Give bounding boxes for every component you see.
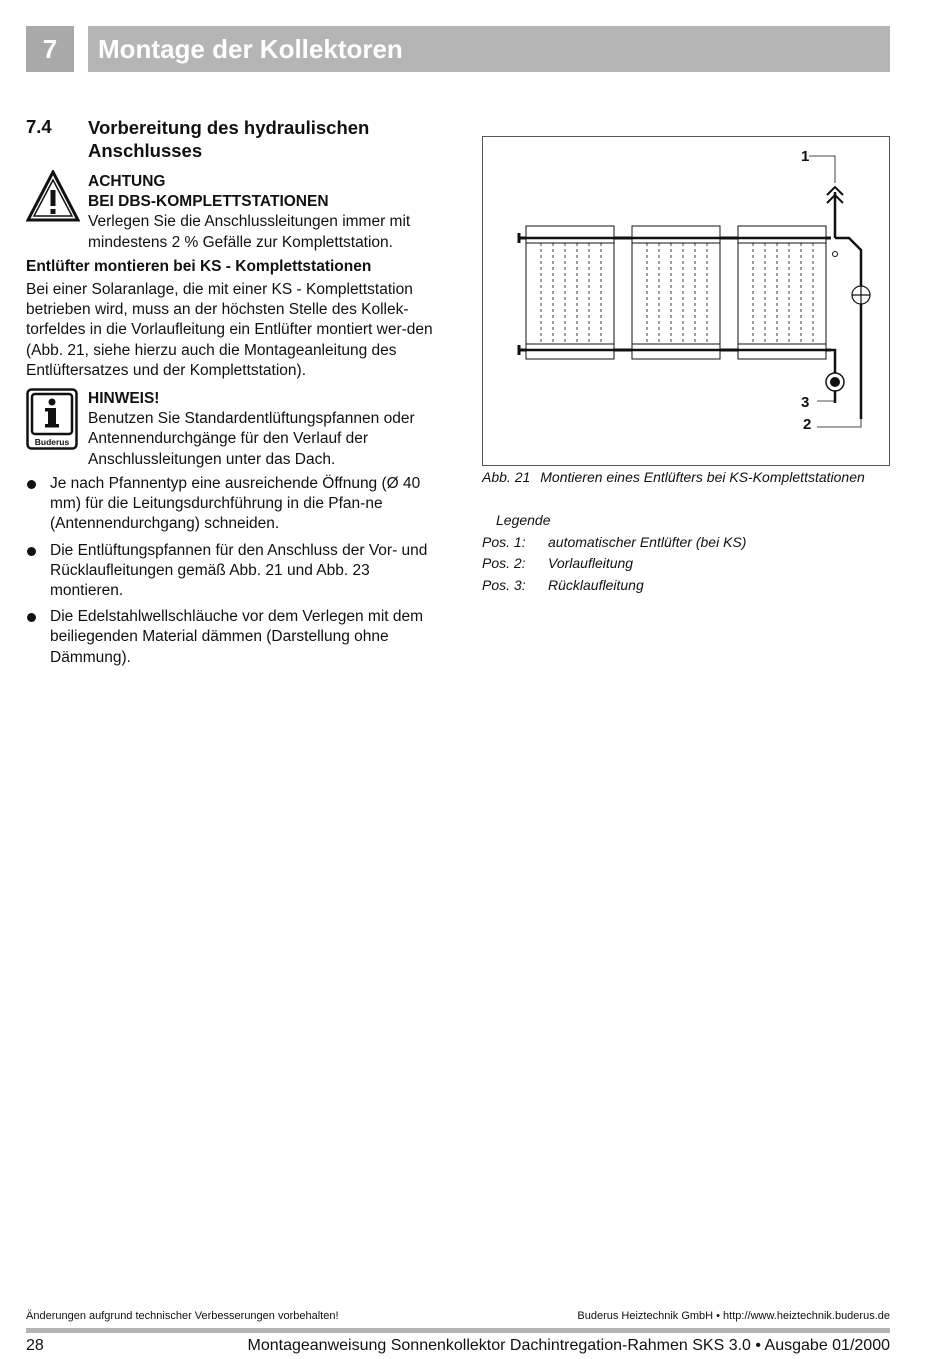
legend-text: Vorlaufleitung <box>548 555 634 571</box>
bullet-item <box>26 541 438 602</box>
legend-item <box>482 534 746 550</box>
legend-item <box>482 555 633 571</box>
legend-item <box>482 577 644 593</box>
warning-triangle-icon <box>26 170 80 222</box>
bullet-dot-icon <box>27 613 36 622</box>
page-number: 28 <box>26 1337 44 1354</box>
document-title: Montageanweisung Sonnenkollektor Dachintregation-Rahmen SKS 3.0 • Ausgabe 01/2000 <box>247 1337 890 1354</box>
collector-diagram-svg <box>483 137 891 467</box>
bullet-text: Die Edelstahlwellschläuche vor dem Verlegen mit dem beiliegenden Material dämmen (Darstellung ohne Dämmung). <box>50 608 424 666</box>
chapter-title: Montage der Kollektoren <box>88 26 890 72</box>
figure-collector-diagram <box>482 136 890 466</box>
collector-panel-1 <box>526 226 614 359</box>
bullet-dot-icon <box>27 547 36 556</box>
info-icon <box>26 388 78 450</box>
legend-text: Rücklaufleitung <box>548 577 644 593</box>
bullet-item <box>26 474 438 535</box>
legend-text: automatischer Entlüfter (bei KS) <box>548 534 747 550</box>
hint-block <box>88 389 438 470</box>
legend-pos: Pos. 2: <box>482 555 526 571</box>
warning-title-2: BEI DBS-KOMPLETTSTATIONEN <box>88 193 329 211</box>
figure-caption <box>482 469 865 485</box>
section-title: Vorbereitung des hydraulischen Anschlusses <box>88 117 370 161</box>
legend-pos: Pos. 1: <box>482 534 526 550</box>
footer-note: Änderungen aufgrund technischer Verbesserungen vorbehalten! <box>26 1310 339 1322</box>
collector-panel-3 <box>738 226 826 359</box>
hint-title: HINWEIS! <box>88 390 160 407</box>
buderus-logo-text: Buderus <box>34 437 70 447</box>
warning-title-1: ACHTUNG <box>88 173 166 190</box>
legend-title: Legende <box>496 512 551 528</box>
footer-divider <box>26 1328 890 1333</box>
warning-block <box>88 172 438 253</box>
section-number: 7.4 <box>26 116 52 137</box>
hint-text: Benutzen Sie Standardentlüftungspfannen oder Antennendurchgänge für den Verlauf der Anschlussleitungen unter das Dach. <box>88 410 415 468</box>
figure-label-1: 1 <box>801 148 810 165</box>
legend-pos: Pos. 3: <box>482 577 526 593</box>
collector-panel-2 <box>632 226 720 359</box>
caption-figure-number: Abb. 21 <box>482 469 531 485</box>
warning-text: Verlegen Sie die Anschlussleitungen immer mit mindestens 2 % Gefälle zur Komplettstation. <box>88 213 411 251</box>
footer-company: Buderus Heiztechnik GmbH • http://www.heiztechnik.buderus.de <box>577 1310 890 1322</box>
bullet-list <box>26 474 438 674</box>
body-paragraph: Bei einer Solaranlage, die mit einer KS - Komplettstation betrieben wird, muss an der höchsten Stelle des Kollek-torfeldes in die Vorlaufleitung ein Entlüfter montiert wer-den (Abb. 21, siehe hierzu auch die Montageanleitung des Entlüftersatzes und der Komplettstation). <box>26 281 433 379</box>
bullet-item <box>26 607 438 668</box>
bullet-dot-icon <box>27 480 36 489</box>
bullet-text: Je nach Pfannentyp eine ausreichende Öffnung (Ø 40 mm) für die Leitungsdurchführung in die Pfan-ne (Antennendurchgang) schneiden. <box>50 475 421 533</box>
bullet-text: Die Entlüftungspfannen für den Anschluss der Vor- und Rücklaufleitungen gemäß Abb. 21 und Abb. 23 montieren. <box>50 541 428 600</box>
figure-label-3: 3 <box>801 394 810 411</box>
figure-label-2: 2 <box>803 416 812 433</box>
caption-text: Montieren eines Entlüfters bei KS-Komplettstationen <box>540 469 865 485</box>
chapter-number: 7 <box>26 26 74 72</box>
subheading: Entlüfter montieren bei KS - Komplettstationen <box>26 258 372 275</box>
